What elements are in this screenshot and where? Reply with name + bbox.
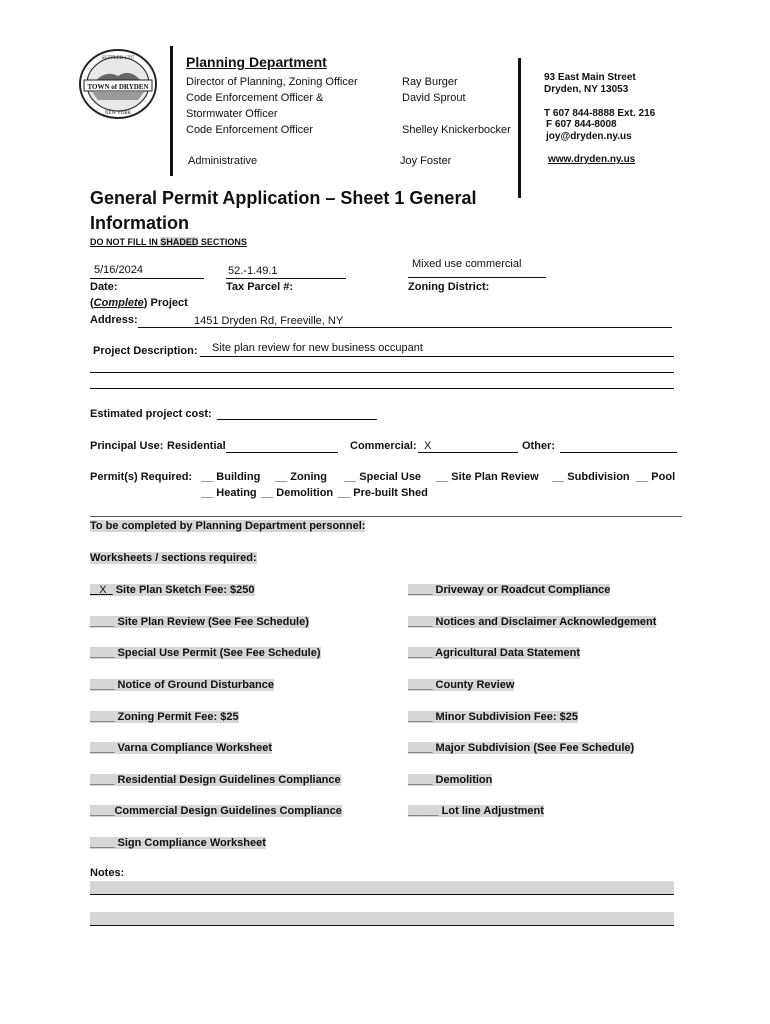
address-label: Address: [90,314,138,326]
project-complete-emph: Complete [93,297,144,309]
date-label: Date: [90,281,118,293]
staff-name-1: Ray Burger [402,76,458,88]
worksheet-item-label: Commercial Design Guidelines Compliance [114,805,342,817]
staff-title-1: Director of Planning, Zoning Officer [186,76,358,88]
staff-title-2: Code Enforcement Officer & [186,92,324,104]
project-complete-open: ( [90,297,94,309]
form-title-line1: General Permit Application – Sheet 1 General [90,188,477,208]
permit-zoning[interactable]: __ Zoning [275,471,327,483]
permit-site-plan-review[interactable]: __ Site Plan Review [436,471,539,483]
worksheet-item-label: County Review [435,679,515,691]
project-complete-close: ) Project [143,297,188,309]
shaded-notice [90,237,247,247]
office-email[interactable]: joy@dryden.ny.us [546,131,632,142]
date-field-underline [90,278,204,279]
estimated-cost-field[interactable] [217,419,377,420]
description-line-3 [90,388,674,389]
worksheet-item-label: Driveway or Roadcut Compliance [435,584,611,596]
worksheet-item-label: Demolition [435,774,493,786]
permit-building-label: Building [216,471,261,483]
header-left-rule [170,46,173,176]
worksheet-item-left[interactable]: ____ Residential Design Guidelines Compliance [90,774,341,786]
office-address-line2: Dryden, NY 13053 [544,84,629,95]
worksheet-item-left[interactable]: ____ Notice of Ground Disturbance [90,679,274,691]
residential-label: Residential [167,440,226,452]
town-of-dryden-seal [78,48,158,120]
worksheet-item-left[interactable]: ____ Varna Compliance Worksheet [90,742,272,754]
worksheet-item-right[interactable]: ____ Driveway or Roadcut Compliance [408,584,611,596]
shaded-notice-shaded: SHADED [160,237,199,247]
office-website-link[interactable]: www.dryden.ny.us [548,154,636,165]
date-field[interactable]: 5/16/2024 [94,264,143,276]
project-description-label: Project Description: [93,345,198,357]
office-use-heading: To be completed by Planning Department personnel: [90,520,366,532]
permit-heating[interactable]: __ Heating [201,487,257,499]
header-right-rule [518,58,521,198]
permit-zoning-label: Zoning [290,471,327,483]
worksheet-item-right[interactable]: ____ Major Subdivision (See Fee Schedule) [408,742,635,754]
office-section-divider [90,516,682,517]
permit-building[interactable]: __ Building [201,471,261,483]
principal-use-label: Principal Use: [90,440,164,452]
residential-field[interactable] [226,452,338,453]
permit-subdivision-label: Subdivision [567,471,630,483]
worksheet-item-right[interactable]: ____ County Review [408,679,515,691]
description-line-1 [200,356,674,357]
worksheet-item-left[interactable]: ____ Sign Compliance Worksheet [90,837,266,849]
staff-title-5: Administrative [188,155,258,167]
office-phone: T 607 844-8888 Ext. 216 [544,108,656,119]
other-use-label: Other: [522,440,555,452]
permit-special-use[interactable]: __ Special Use [344,471,422,483]
department-title: Planning Department [186,54,327,70]
staff-title-3: Stormwater Officer [186,108,278,120]
permit-pre-built-shed-label: Pre-built Shed [353,487,428,499]
commercial-underline [418,452,518,453]
worksheet-item-label: Notice of Ground Disturbance [117,679,274,691]
worksheet-item-right[interactable]: ____ Demolition [408,774,493,786]
staff-name-4: Shelley Knickerbocker [402,124,511,136]
worksheet-item-left[interactable]: ____ Special Use Permit (See Fee Schedule) [90,647,321,659]
staff-name-2: David Sprout [402,92,466,104]
worksheets-heading: Worksheets / sections required: [90,552,257,564]
address-field[interactable]: 1451 Dryden Rd, Freeville, NY [194,315,344,327]
staff-name-5: Joy Foster [400,155,452,167]
worksheet-item-label: Zoning Permit Fee: $25 [117,711,239,723]
permit-pool-label: Pool [651,471,676,483]
permit-special-use-label: Special Use [359,471,422,483]
worksheet-item-label: Minor Subdivision Fee: $25 [435,711,578,723]
zoning-district-label: Zoning District: [408,281,490,293]
commercial-label: Commercial: [350,440,417,452]
worksheet-item-right[interactable]: ____ Notices and Disclaimer Acknowledgement [408,616,657,628]
commercial-field[interactable]: X [424,440,432,452]
worksheet-item-label: Agricultural Data Statement [435,647,580,659]
worksheet-item-right[interactable]: ____ Minor Subdivision Fee: $25 [408,711,578,723]
description-line-2 [90,372,674,373]
svg-text:SETTLED 1797: SETTLED 1797 [101,56,135,61]
worksheet-item-right[interactable]: _____ Lot line Adjustment [408,805,544,817]
notes-label: Notes: [90,867,125,879]
zoning-district-field[interactable]: Mixed use commercial [412,258,522,270]
permit-heating-label: Heating [216,487,257,499]
notes-field-line-1[interactable] [90,881,674,895]
tax-parcel-label: Tax Parcel #: [226,281,294,293]
worksheet-item-label: Residential Design Guidelines Compliance [117,774,341,786]
staff-title-4: Code Enforcement Officer [186,124,313,136]
permit-site-plan-review-label: Site Plan Review [451,471,539,483]
estimated-cost-label: Estimated project cost: [90,408,212,420]
worksheet-item-label: Lot line Adjustment [441,805,544,817]
worksheet-item-label: Site Plan Sketch Fee: $250 [115,584,255,596]
worksheet-item-label: Sign Compliance Worksheet [117,837,266,849]
svg-text:TOWN of DRYDEN: TOWN of DRYDEN [87,83,149,91]
permits-required-label: Permit(s) Required: [90,471,193,483]
address-underline [138,327,672,328]
worksheet-item-right[interactable]: ____ Agricultural Data Statement [408,647,580,659]
other-use-field[interactable] [560,452,677,453]
zoning-district-underline [408,277,546,278]
office-address-line1: 93 East Main Street [544,72,636,83]
worksheet-item-left[interactable]: ____ Site Plan Review (See Fee Schedule) [90,616,309,628]
worksheet-item-label: Major Subdivision (See Fee Schedule) [435,742,635,754]
worksheet-item-label: Notices and Disclaimer Acknowledgement [435,616,657,628]
permit-pre-built-shed[interactable]: __ Pre-built Shed [338,487,428,499]
permit-pool[interactable]: __ Pool [636,471,676,483]
permit-demolition[interactable]: __ Demolition [261,487,334,499]
worksheet-mark-value: X [99,584,107,596]
tax-parcel-field[interactable]: 52.-1.49.1 [228,265,278,277]
shaded-notice-suffix: SECTIONS [198,237,247,247]
permit-demolition-label: Demolition [276,487,334,499]
shaded-notice-prefix: DO NOT FILL IN [90,237,161,247]
project-complete-label [90,297,188,309]
worksheet-item-label: Varna Compliance Worksheet [117,742,272,754]
tax-parcel-underline [226,278,346,279]
worksheet-item-label: Special Use Permit (See Fee Schedule) [117,647,321,659]
form-title-line2: Information [90,213,189,233]
worksheet-item-left[interactable]: ____ Zoning Permit Fee: $25 [90,711,239,723]
notes-field-line-2[interactable] [90,912,674,926]
svg-text:NEW YORK: NEW YORK [104,111,132,116]
worksheet-item-left[interactable] [90,584,255,596]
worksheet-item-label: Site Plan Review (See Fee Schedule) [117,616,309,628]
permit-subdivision[interactable]: __ Subdivision [552,471,630,483]
office-fax: F 607 844-8008 [546,119,617,130]
worksheet-mark: _X_ [90,584,113,596]
worksheet-item-left[interactable]: ____Commercial Design Guidelines Compliance [90,805,342,817]
project-description-field[interactable]: Site plan review for new business occupant [212,342,423,354]
